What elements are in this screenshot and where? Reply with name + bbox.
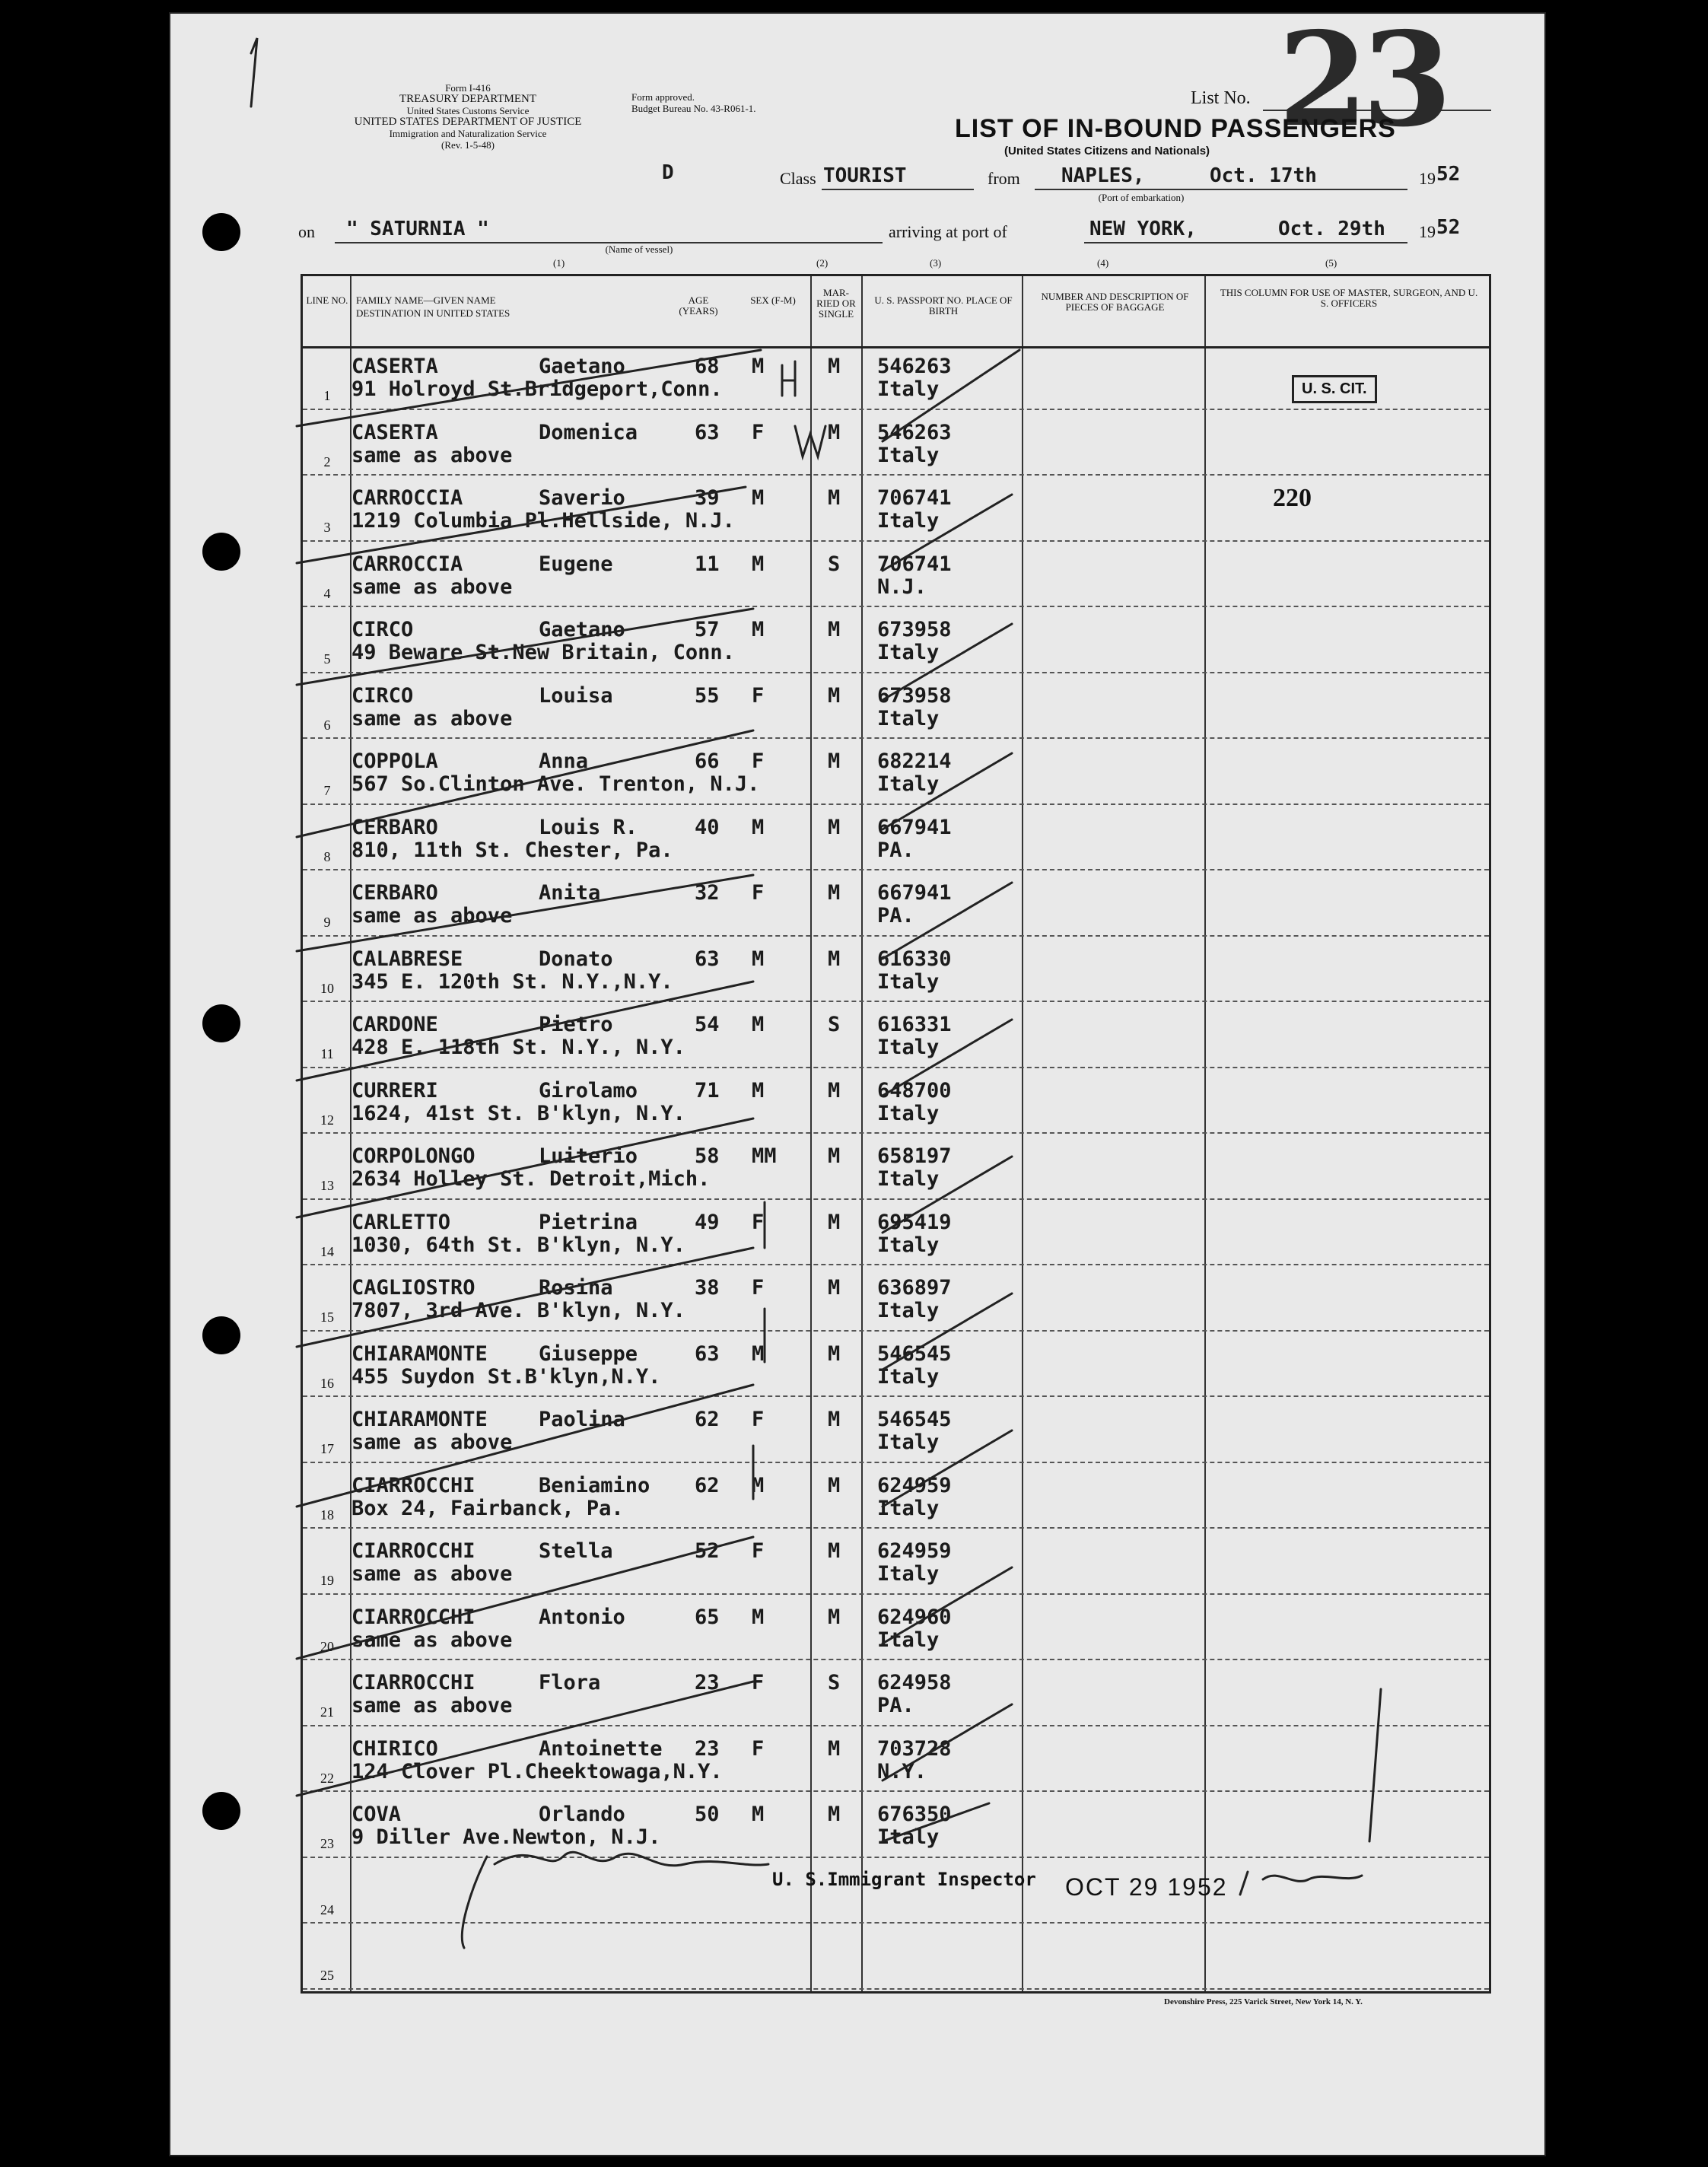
passport-number: 706741 bbox=[877, 486, 952, 510]
destination: 7807, 3rd Ave. B'klyn, N.Y. bbox=[351, 1299, 685, 1322]
place-of-birth: Italy bbox=[877, 641, 940, 664]
given-name: Rosina bbox=[539, 1276, 613, 1300]
sex: M bbox=[752, 618, 765, 641]
given-name: Beniamino bbox=[539, 1473, 650, 1497]
arriving-label: arriving at port of bbox=[889, 222, 1007, 241]
marital-status: M bbox=[828, 881, 841, 905]
check-line bbox=[297, 875, 753, 951]
check-line bbox=[297, 350, 761, 426]
marital-status: M bbox=[828, 1803, 841, 1826]
destination: same as above bbox=[351, 706, 513, 730]
family-name: CIARROCCHI bbox=[351, 1539, 476, 1563]
check-line bbox=[297, 1119, 753, 1217]
th-name: FAMILY NAME—GIVEN NAME bbox=[356, 294, 496, 306]
sex: M bbox=[752, 1473, 765, 1497]
age: 58 bbox=[695, 1144, 720, 1168]
line-number: 19 bbox=[320, 1573, 334, 1588]
check-line bbox=[883, 753, 1012, 829]
line-number: 17 bbox=[320, 1441, 334, 1456]
sex: M bbox=[752, 1078, 765, 1103]
age: 52 bbox=[695, 1539, 720, 1563]
passport-number: 658197 bbox=[877, 1144, 952, 1168]
from-label: from bbox=[988, 169, 1020, 188]
place-of-birth: Italy bbox=[877, 1825, 940, 1849]
list-number-stamp: 23 bbox=[1278, 4, 1446, 156]
age: 71 bbox=[695, 1078, 720, 1103]
family-name: CERBARO bbox=[351, 881, 438, 905]
check-line bbox=[297, 609, 753, 685]
age: 40 bbox=[695, 815, 720, 839]
age: 54 bbox=[695, 1013, 720, 1036]
age: 23 bbox=[695, 1736, 720, 1761]
given-name: Domenica bbox=[539, 420, 638, 444]
check-line bbox=[883, 350, 1019, 441]
line-number: 25 bbox=[320, 1968, 334, 1983]
passport-number: 648700 bbox=[877, 1078, 952, 1103]
on-label: on bbox=[298, 222, 315, 241]
sex: M bbox=[752, 1605, 765, 1629]
line-number: 7 bbox=[323, 783, 331, 798]
age: 63 bbox=[695, 420, 720, 444]
family-name: CIARROCCHI bbox=[351, 1473, 476, 1497]
check-line bbox=[297, 487, 746, 563]
marital-status: M bbox=[828, 1408, 841, 1431]
corner-tick-mark bbox=[251, 38, 257, 107]
place-of-birth: PA. bbox=[877, 838, 914, 862]
family-name: CARROCCIA bbox=[351, 486, 463, 510]
passport-number: 682214 bbox=[877, 749, 952, 773]
check-line bbox=[297, 982, 753, 1080]
arrival-year: 52 bbox=[1436, 216, 1461, 239]
sex: F bbox=[752, 683, 765, 708]
age: 66 bbox=[695, 749, 720, 773]
sex: F bbox=[752, 749, 765, 773]
place-of-birth: Italy bbox=[877, 1233, 940, 1257]
given-name: Donato bbox=[539, 947, 613, 971]
given-name: Louisa bbox=[539, 683, 613, 708]
class-label: Class bbox=[780, 169, 816, 188]
column-ref-5: (5) bbox=[1325, 257, 1337, 269]
place-of-birth: Italy bbox=[877, 772, 940, 796]
place-of-birth: N.Y. bbox=[877, 1759, 927, 1784]
list-no-label: List No. bbox=[1191, 88, 1251, 108]
marital-status: M bbox=[828, 815, 841, 839]
officer-stroke bbox=[1369, 1689, 1381, 1841]
section-letter: D bbox=[662, 161, 674, 184]
check-line bbox=[297, 1385, 753, 1507]
age: 39 bbox=[695, 486, 720, 510]
passport-number: 546263 bbox=[877, 420, 952, 444]
list-title: LIST OF IN-BOUND PASSENGERS bbox=[955, 114, 1396, 143]
passport-number: 624960 bbox=[877, 1605, 952, 1629]
column-ref-4: (4) bbox=[1097, 257, 1109, 269]
family-name: CHIARAMONTE bbox=[351, 1341, 488, 1366]
family-name: CIRCO bbox=[351, 683, 414, 708]
line-number: 1 bbox=[323, 388, 331, 403]
destination: same as above bbox=[351, 443, 513, 467]
line-number: 23 bbox=[320, 1836, 334, 1851]
family-name: CIRCO bbox=[351, 618, 414, 641]
destination: Box 24, Fairbanck, Pa. bbox=[351, 1496, 624, 1520]
destination: 1219 Columbia Pl.Hellside, N.J. bbox=[351, 509, 735, 533]
given-name: Paolina bbox=[539, 1408, 625, 1431]
line-number: 16 bbox=[320, 1375, 334, 1391]
ins: Immigration and Naturalization Service bbox=[389, 128, 547, 139]
marital-status: M bbox=[828, 1210, 841, 1234]
destination: 1624, 41st St. B'klyn, N.Y. bbox=[351, 1101, 685, 1125]
sex: M bbox=[752, 552, 765, 576]
line-number: 10 bbox=[320, 980, 334, 996]
line-number: 21 bbox=[320, 1704, 334, 1720]
sex: MM bbox=[752, 1144, 777, 1168]
th-passport: U. S. PASSPORT NO. PLACE OF BIRTH bbox=[874, 294, 1013, 317]
family-name: CASERTA bbox=[351, 420, 438, 444]
sex: M bbox=[752, 947, 765, 971]
check-line bbox=[297, 1682, 753, 1796]
destination: 455 Suydon St.B'klyn,N.Y. bbox=[351, 1364, 661, 1389]
marital-status: S bbox=[828, 1671, 841, 1694]
marital-status: M bbox=[828, 1736, 841, 1761]
sex: F bbox=[752, 1408, 765, 1431]
given-name: Flora bbox=[539, 1671, 601, 1694]
sex: F bbox=[752, 1671, 765, 1694]
th-sex: SEX (F-M) bbox=[750, 294, 796, 306]
arrival-port: NEW YORK, bbox=[1089, 218, 1197, 240]
inspector-signature bbox=[462, 1852, 768, 1948]
family-name: CIARROCCHI bbox=[351, 1605, 476, 1629]
passport-number: 546263 bbox=[877, 355, 952, 378]
th-destination: DESTINATION IN UNITED STATES bbox=[356, 307, 510, 319]
passport-number: 703728 bbox=[877, 1736, 952, 1761]
marital-status: M bbox=[828, 618, 841, 641]
place-of-birth: Italy bbox=[877, 1628, 940, 1652]
age: 63 bbox=[695, 947, 720, 971]
form-number: Form I-416 bbox=[445, 82, 491, 94]
family-name: CURRERI bbox=[351, 1078, 438, 1103]
destination: same as above bbox=[351, 1430, 513, 1454]
destination: 567 So.Clinton Ave. Trenton, N.J. bbox=[351, 772, 760, 796]
destination: 428 E. 118th St. N.Y., N.Y. bbox=[351, 1036, 685, 1059]
sex: F bbox=[752, 1539, 765, 1563]
place-of-birth: Italy bbox=[877, 1101, 940, 1125]
check-line bbox=[883, 1157, 1012, 1233]
th-line-no: LINE NO. bbox=[306, 294, 348, 306]
marital-status: M bbox=[828, 486, 841, 510]
line-number: 2 bbox=[323, 453, 331, 469]
customs-service: United States Customs Service bbox=[406, 105, 530, 116]
given-name: Orlando bbox=[539, 1803, 625, 1826]
passport-number: 546545 bbox=[877, 1408, 952, 1431]
age: 63 bbox=[695, 1341, 720, 1366]
age: 49 bbox=[695, 1210, 720, 1234]
department-of-justice: UNITED STATES DEPARTMENT OF JUSTICE bbox=[354, 116, 582, 128]
line-number: 22 bbox=[320, 1770, 334, 1786]
age: 38 bbox=[695, 1276, 720, 1300]
immigrant-inspector-label: U. S.Immigrant Inspector bbox=[772, 1869, 1036, 1890]
marital-status: M bbox=[828, 1341, 841, 1366]
family-name: CARDONE bbox=[351, 1013, 438, 1036]
arrival-year-prefix: 19 bbox=[1419, 222, 1436, 241]
family-name: CERBARO bbox=[351, 815, 438, 839]
family-name: CIARROCCHI bbox=[351, 1671, 476, 1694]
passport-number: 667941 bbox=[877, 881, 952, 905]
place-of-birth: Italy bbox=[877, 969, 940, 994]
check-line bbox=[297, 1248, 753, 1347]
check-line bbox=[883, 624, 1012, 700]
line-number: 3 bbox=[323, 520, 331, 535]
from-date: Oct. 17th bbox=[1210, 164, 1317, 187]
place-of-birth: Italy bbox=[877, 443, 940, 467]
place-of-birth: PA. bbox=[877, 1694, 914, 1717]
vessel-name: " SATURNIA " bbox=[346, 218, 489, 240]
place-of-birth: Italy bbox=[877, 1496, 940, 1520]
line-number: 13 bbox=[320, 1178, 334, 1193]
age: 55 bbox=[695, 683, 720, 708]
place-of-birth: N.J. bbox=[877, 574, 927, 599]
list-subtitle: (United States Citizens and Nationals) bbox=[1004, 145, 1210, 158]
sex: F bbox=[752, 1736, 765, 1761]
age: 65 bbox=[695, 1605, 720, 1629]
from-year-prefix: 19 bbox=[1419, 169, 1436, 188]
destination: same as above bbox=[351, 1694, 513, 1717]
place-of-birth: Italy bbox=[877, 1299, 940, 1322]
age: 11 bbox=[695, 552, 720, 576]
th-married: MAR-RIED OR SINGLE bbox=[816, 287, 856, 320]
check-line bbox=[883, 1803, 989, 1841]
destination: 1030, 64th St. B'klyn, N.Y. bbox=[351, 1233, 685, 1257]
age: 57 bbox=[695, 618, 720, 641]
handwritten-stroke bbox=[753, 1202, 765, 1499]
vessel-caption: (Name of vessel) bbox=[605, 243, 673, 255]
line-number: 24 bbox=[320, 1901, 334, 1917]
check-line bbox=[297, 730, 753, 837]
destination: 2634 Holley St. Detroit,Mich. bbox=[351, 1167, 711, 1191]
place-of-birth: PA. bbox=[877, 904, 914, 928]
passport-number: 624958 bbox=[877, 1671, 952, 1694]
destination: same as above bbox=[351, 904, 513, 928]
marital-status: M bbox=[828, 1144, 841, 1168]
column-ref-2: (2) bbox=[816, 257, 829, 269]
family-name: CARLETTO bbox=[351, 1210, 451, 1234]
inspection-date-stamp: OCT 29 1952 bbox=[1065, 1873, 1228, 1901]
passport-number: 624959 bbox=[877, 1539, 952, 1563]
line-number: 18 bbox=[320, 1507, 334, 1523]
port-of-embarkation-caption: (Port of embarkation) bbox=[1098, 192, 1185, 203]
line-number: 14 bbox=[320, 1243, 334, 1259]
marital-status: S bbox=[828, 552, 841, 576]
family-name: COPPOLA bbox=[351, 749, 438, 773]
sex: M bbox=[752, 486, 765, 510]
check-line bbox=[883, 495, 1012, 571]
age: 50 bbox=[695, 1803, 720, 1826]
form-approved: Form approved. bbox=[631, 91, 695, 103]
age: 68 bbox=[695, 355, 720, 378]
given-name: Luiterio bbox=[539, 1144, 638, 1168]
destination: 49 Beware St.New Britain, Conn. bbox=[351, 641, 735, 664]
marital-status: M bbox=[828, 947, 841, 971]
marital-status: M bbox=[828, 749, 841, 773]
check-line bbox=[883, 883, 1012, 959]
from-year: 52 bbox=[1436, 163, 1461, 186]
family-name: CALABRESE bbox=[351, 947, 463, 971]
given-name: Giuseppe bbox=[539, 1341, 638, 1366]
th-baggage: NUMBER AND DESCRIPTION OF PIECES OF BAGGAGE bbox=[1041, 291, 1189, 313]
marital-status: M bbox=[828, 355, 841, 378]
arrival-date: Oct. 29th bbox=[1278, 218, 1385, 240]
destination: 9 Diller Ave.Newton, N.J. bbox=[351, 1825, 661, 1849]
age: 23 bbox=[695, 1671, 720, 1694]
from-port: NAPLES, bbox=[1061, 164, 1145, 187]
handwritten-h bbox=[782, 361, 795, 396]
given-name: Anita bbox=[539, 881, 601, 905]
destination: 91 Holroyd St.Bridgeport,Conn. bbox=[351, 377, 723, 401]
family-name: CASERTA bbox=[351, 355, 438, 378]
sex: F bbox=[752, 1276, 765, 1300]
given-name: Stella bbox=[539, 1539, 613, 1563]
passport-number: 676350 bbox=[877, 1803, 952, 1826]
marital-status: S bbox=[828, 1013, 841, 1036]
sex: M bbox=[752, 355, 765, 378]
line-number: 4 bbox=[323, 585, 331, 601]
marital-status: M bbox=[828, 1605, 841, 1629]
printer-imprint: Devonshire Press, 225 Varick Street, New York 14, N. Y. bbox=[1164, 1997, 1363, 2006]
treasury-department: TREASURY DEPARTMENT bbox=[399, 93, 537, 105]
given-name: Louis R. bbox=[539, 815, 638, 839]
check-line bbox=[883, 1567, 1012, 1644]
destination: same as above bbox=[351, 1628, 513, 1652]
family-name: CARROCCIA bbox=[351, 552, 463, 576]
sex: M bbox=[752, 1013, 765, 1036]
revision: (Rev. 1-5-48) bbox=[441, 139, 495, 151]
column-ref-3: (3) bbox=[930, 257, 942, 269]
given-name: Pietro bbox=[539, 1013, 613, 1036]
destination: 810, 11th St. Chester, Pa. bbox=[351, 838, 673, 862]
us-citizen-stamp: U. S. CIT. bbox=[1292, 375, 1377, 403]
check-line bbox=[883, 1294, 1012, 1370]
sex: F bbox=[752, 420, 765, 444]
line-number: 20 bbox=[320, 1638, 334, 1654]
th-officers: THIS COLUMN FOR USE OF MASTER, SURGEON, AND U. S. OFFICERS bbox=[1220, 287, 1478, 309]
passport-number: 695419 bbox=[877, 1210, 952, 1234]
line-number: 15 bbox=[320, 1309, 334, 1325]
passport-number: 616331 bbox=[877, 1013, 952, 1036]
line-number: 11 bbox=[320, 1046, 334, 1061]
family-name: CAGLIOSTRO bbox=[351, 1276, 476, 1300]
marital-status: M bbox=[828, 420, 841, 444]
place-of-birth: Italy bbox=[877, 1167, 940, 1191]
place-of-birth: Italy bbox=[877, 1562, 940, 1586]
count-220: 220 bbox=[1273, 484, 1312, 512]
given-name: Saverio bbox=[539, 486, 625, 510]
marital-status: M bbox=[828, 1539, 841, 1563]
age: 62 bbox=[695, 1408, 720, 1431]
line-number: 8 bbox=[323, 848, 331, 864]
place-of-birth: Italy bbox=[877, 1430, 940, 1454]
place-of-birth: Italy bbox=[877, 706, 940, 730]
line-number: 12 bbox=[320, 1112, 334, 1128]
sex: F bbox=[752, 881, 765, 905]
line-number: 6 bbox=[323, 717, 331, 733]
place-of-birth: Italy bbox=[877, 377, 940, 401]
place-of-birth: Italy bbox=[877, 1364, 940, 1389]
destination: same as above bbox=[351, 1562, 513, 1586]
destination: 124 Clover Pl.Cheektowaga,N.Y. bbox=[351, 1759, 723, 1784]
given-name: Gaetano bbox=[539, 355, 625, 378]
handwritten-w bbox=[795, 426, 825, 457]
check-line bbox=[883, 1430, 1012, 1507]
family-name: CHIRICO bbox=[351, 1736, 438, 1761]
sex: M bbox=[752, 1803, 765, 1826]
marital-status: M bbox=[828, 1473, 841, 1497]
given-name: Gaetano bbox=[539, 618, 625, 641]
place-of-birth: Italy bbox=[877, 509, 940, 533]
sex: F bbox=[752, 1210, 765, 1234]
family-name: CORPOLONGO bbox=[351, 1144, 476, 1168]
place-of-birth: Italy bbox=[877, 1036, 940, 1059]
given-name: Pietrina bbox=[539, 1210, 638, 1234]
family-name: COVA bbox=[351, 1803, 402, 1826]
given-name: Girolamo bbox=[539, 1078, 638, 1103]
given-name: Anna bbox=[539, 749, 589, 773]
class-value: TOURIST bbox=[823, 164, 907, 187]
given-name: Eugene bbox=[539, 552, 613, 576]
check-line bbox=[883, 1020, 1012, 1096]
passport-number: 673958 bbox=[877, 683, 952, 708]
given-name: Antoinette bbox=[539, 1736, 663, 1761]
sex: M bbox=[752, 1341, 765, 1366]
line-number: 9 bbox=[323, 915, 331, 930]
budget-bureau: Budget Bureau No. 43-R061-1. bbox=[631, 103, 756, 114]
check-line bbox=[297, 1537, 753, 1659]
sex: M bbox=[752, 815, 765, 839]
passport-number: 546545 bbox=[877, 1341, 952, 1366]
age: 62 bbox=[695, 1473, 720, 1497]
marital-status: M bbox=[828, 1276, 841, 1300]
line-number: 5 bbox=[323, 651, 331, 667]
passport-number: 636897 bbox=[877, 1276, 952, 1300]
marital-status: M bbox=[828, 1078, 841, 1103]
passport-number: 616330 bbox=[877, 947, 952, 971]
family-name: CHIARAMONTE bbox=[351, 1408, 488, 1431]
passport-number: 667941 bbox=[877, 815, 952, 839]
column-ref-1: (1) bbox=[553, 257, 565, 269]
check-line bbox=[883, 1704, 1012, 1780]
th-age: AGE (YEARS) bbox=[679, 294, 718, 317]
marital-status: M bbox=[828, 683, 841, 708]
given-name: Antonio bbox=[539, 1605, 625, 1629]
passport-number: 706741 bbox=[877, 552, 952, 576]
destination: 345 E. 120th St. N.Y.,N.Y. bbox=[351, 969, 673, 994]
passport-number: 673958 bbox=[877, 618, 952, 641]
destination: same as above bbox=[351, 574, 513, 599]
passport-number: 624959 bbox=[877, 1473, 952, 1497]
officer-initials bbox=[1240, 1872, 1362, 1895]
age: 32 bbox=[695, 881, 720, 905]
